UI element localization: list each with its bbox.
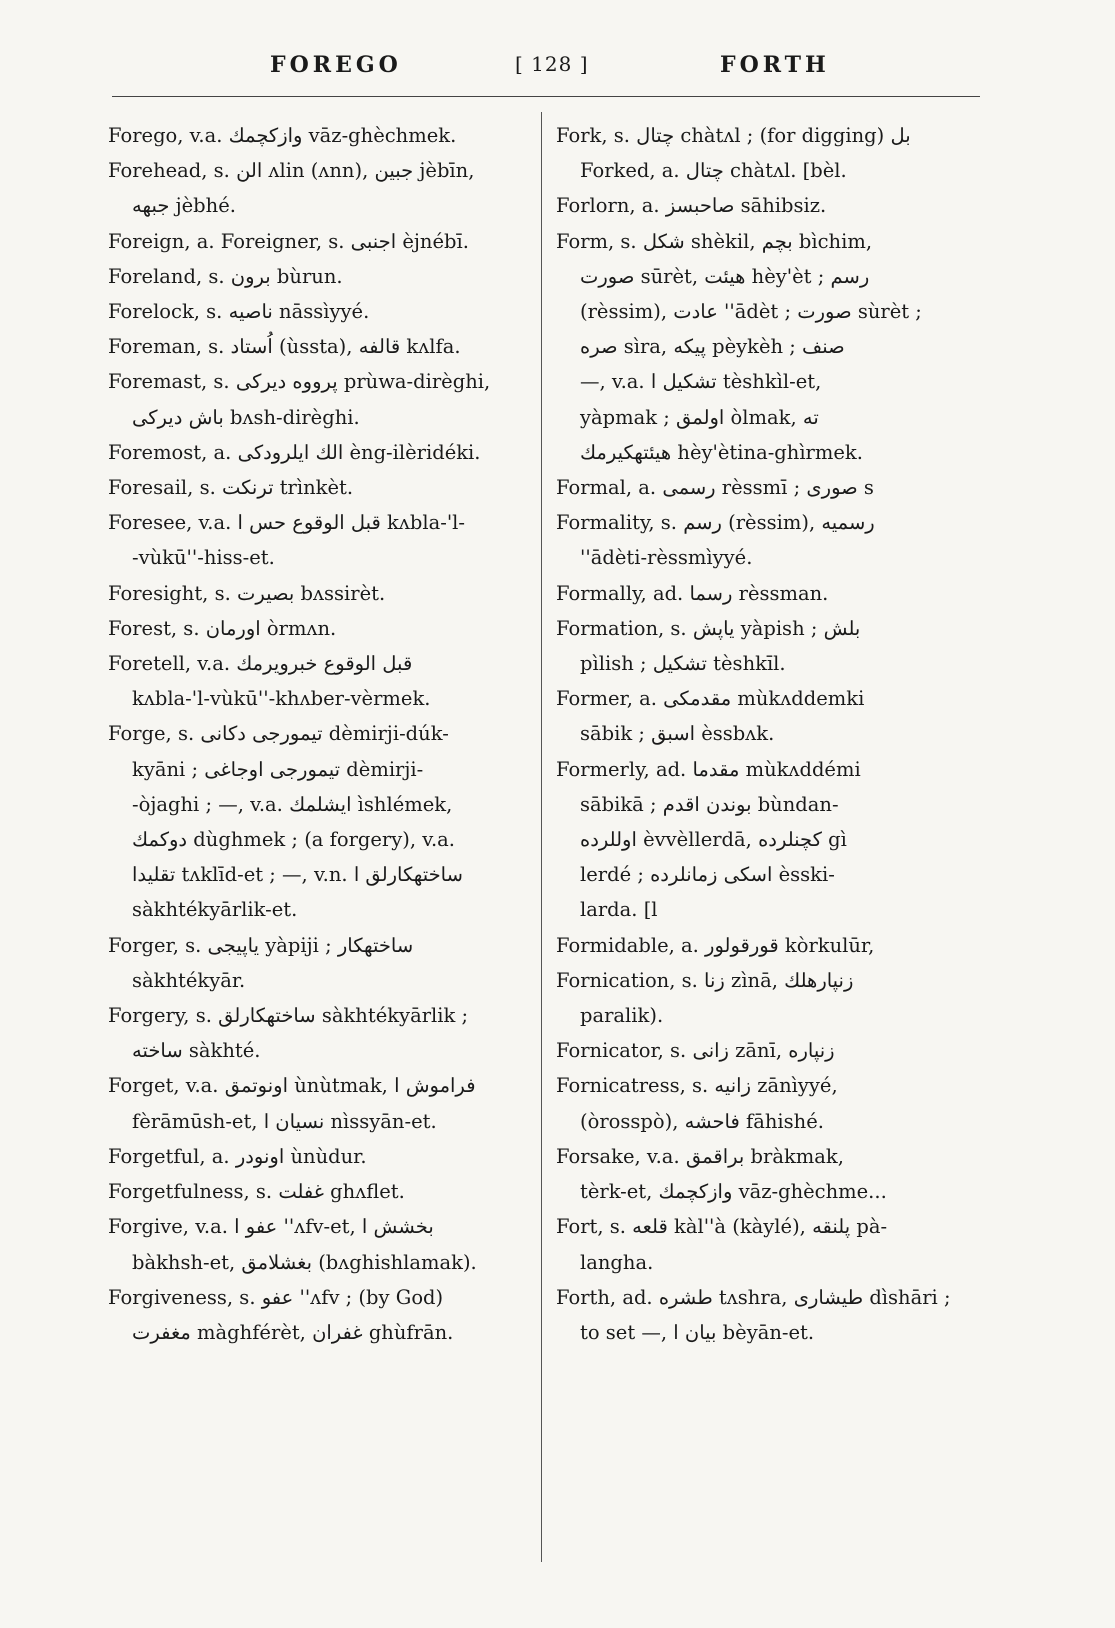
- entry-headline: Forgetful, a. اونودر ùnùdur.: [108, 1144, 367, 1168]
- entry-headline: Foreman, s. اُستاد (ùssta), قالفه kʌlfa.: [108, 335, 461, 359]
- dictionary-entry: [556, 118, 976, 188]
- entry-headline: Former, a. مقدمكی mùkʌddemki: [556, 687, 865, 711]
- entry-headline: Forgiveness, s. عفو ''ʌfv ; (by God): [108, 1285, 444, 1309]
- header-last-word: FORTH: [720, 52, 830, 78]
- entry-headline: Foreign, a. Foreigner, s. اجنبی èjnébī.: [108, 229, 469, 253]
- entry-headline: Fornicatress, s. زانيه zānìyyé,: [556, 1074, 838, 1098]
- entry-headline: Forgery, s. ساختهكارلق sàkhtékyārlik ;: [108, 1004, 469, 1028]
- entry-continuation: larda. [l: [580, 898, 658, 922]
- header-rule: [112, 96, 980, 97]
- dictionary-entry: [108, 646, 528, 716]
- dictionary-entry: [556, 752, 976, 928]
- entry-headline: Forger, s. ياپيجی yàpiji ; ساختهكار: [108, 933, 414, 957]
- entry-headline: Fork, s. چتال chàtʌl ; (for digging) بل: [556, 124, 911, 147]
- entry-continuation: sàkhtékyār.: [132, 968, 246, 992]
- entry-continuation: sābikā ; بوندن اقدم bùndan-: [580, 792, 839, 816]
- entry-headline: Forest, s. اورمان òrmʌn.: [108, 616, 337, 640]
- entry-continuation: -vùkū''-hiss-et.: [132, 546, 275, 570]
- entry-headline: Formerly, ad. مقدما mùkʌddémi: [556, 757, 861, 781]
- entry-continuation: جبهه jèbhé.: [132, 194, 236, 218]
- dictionary-entry: [556, 1068, 976, 1138]
- dictionary-entry: [108, 364, 528, 434]
- entry-continuation: تقليدا tʌklīd-et ; —, v.n. ساختهكارلق ا: [132, 863, 463, 887]
- entry-continuation: kʌbla-'l-vùkū''-khʌber-vèrmek.: [132, 687, 431, 711]
- entry-continuation: مغفرت màghférèt, غفران ghùfrān.: [132, 1320, 454, 1344]
- entry-continuation: fèrāmūsh-et, نسيان ا nìssyān-et.: [132, 1109, 437, 1133]
- entry-headline: Foresight, s. بصيرت bʌssirèt.: [108, 581, 386, 605]
- dictionary-entry: [108, 118, 528, 153]
- entry-headline: Forth, ad. طشره tʌshra, طيشاری dìshāri ;: [556, 1285, 951, 1309]
- dictionary-entry: [108, 928, 528, 998]
- entry-continuation: -òjaghi ; —, v.a. ايشلمك ìshlémek,: [132, 792, 453, 816]
- dictionary-entry: [108, 294, 528, 329]
- dictionary-entry: [108, 1280, 528, 1350]
- entry-continuation: langha.: [580, 1250, 654, 1274]
- dictionary-entry: [108, 224, 528, 259]
- dictionary-entry: [556, 963, 976, 1033]
- entry-continuation: tèrk-et, وازكچمك vāz-ghèchme...: [580, 1180, 887, 1204]
- entry-continuation: Forked, a. چتال chàtʌl. [bèl.: [580, 159, 847, 183]
- entry-headline: Foremast, s. پرووه ديركی prùwa-dirèghi,: [108, 370, 491, 394]
- dictionary-entry: [108, 435, 528, 470]
- entry-headline: Formality, s. رسم (rèssim), رسميه: [556, 511, 875, 535]
- entry-headline: Foreland, s. برون bùrun.: [108, 264, 343, 288]
- entry-continuation: صورت sūrèt, هيئت hèy'èt ; رسم: [580, 264, 870, 288]
- entry-headline: Formally, ad. رسما rèssman.: [556, 581, 829, 605]
- entry-headline: Formidable, a. قورقولور kòrkulūr,: [556, 933, 875, 957]
- entry-continuation: (òrosspò), فاحشه fāhishé.: [580, 1109, 824, 1133]
- page-number: [ 128 ]: [515, 52, 589, 76]
- dictionary-entry: [108, 329, 528, 364]
- entry-headline: Foresee, v.a. قبل الوقوع حس ا kʌbla-'l-: [108, 511, 466, 535]
- dictionary-entry: [556, 1209, 976, 1279]
- dictionary-entry: [108, 153, 528, 223]
- dictionary-entry: [108, 998, 528, 1068]
- dictionary-entry: [556, 681, 976, 751]
- entry-headline: Fort, s. قلعه kàl''à (kàylé), پلنقه pà-: [556, 1215, 888, 1239]
- entry-continuation: bàkhsh-et, بغشلامق (bʌghishlamak).: [132, 1250, 477, 1274]
- entry-headline: Forsake, v.a. براقمق bràkmak,: [556, 1144, 844, 1168]
- entry-headline: Formation, s. ياپش yàpish ; بلش: [556, 616, 861, 640]
- dictionary-entry: [108, 1209, 528, 1279]
- entry-headline: Forgive, v.a. عفو ا ''ʌfv-et, بخشش ا: [108, 1215, 434, 1239]
- entry-continuation: اوللرده èvvèllerdā, كچنلرده gì: [580, 828, 847, 852]
- dictionary-entry: [108, 716, 528, 927]
- dictionary-entry: [556, 1139, 976, 1209]
- entry-headline: Forelock, s. ناصيه nāssìyyé.: [108, 300, 370, 324]
- dictionary-entry: [108, 1174, 528, 1209]
- dictionary-entry: [556, 470, 976, 505]
- entry-headline: Formal, a. رسمی rèssmī ; صوری s: [556, 476, 874, 500]
- entry-continuation: (rèssim), عادت ''ādèt ; صورت sùrèt ;: [580, 300, 922, 324]
- dictionary-entry: [556, 188, 976, 223]
- entry-continuation: باش ديركی bʌsh-dirèghi.: [132, 405, 360, 429]
- entry-headline: Form, s. شكل shèkil, بچم bìchim,: [556, 229, 873, 253]
- dictionary-entry: [108, 470, 528, 505]
- right-column: [556, 118, 976, 1350]
- dictionary-entry: [108, 259, 528, 294]
- entry-continuation: to set —, بيان ا bèyān-et.: [580, 1320, 815, 1344]
- entry-continuation: yàpmak ; اولمق òlmak, ته: [580, 405, 819, 429]
- entry-continuation: pìlish ; تشكيل tèshkīl.: [580, 652, 786, 676]
- dictionary-entry: [108, 611, 528, 646]
- entry-continuation: دوكمك dùghmek ; (a forgery), v.a.: [132, 828, 455, 852]
- entry-headline: Forehead, s. الن ʌlin (ʌnn), جبين jèbīn,: [108, 159, 475, 183]
- entry-continuation: sābik ; اسبق èssbʌk.: [580, 722, 775, 746]
- dictionary-entry: [556, 928, 976, 963]
- dictionary-entry: [556, 1280, 976, 1350]
- dictionary-entry: [556, 1033, 976, 1068]
- entry-continuation: —, v.a. تشكيل ا tèshkìl-et,: [580, 370, 822, 394]
- entry-headline: Foretell, v.a. قبل الوقوع خبرويرمك: [108, 652, 413, 676]
- entry-continuation: paralik).: [580, 1004, 664, 1028]
- dictionary-entry: [556, 576, 976, 611]
- column-divider: [541, 112, 542, 1562]
- dictionary-entry: [556, 505, 976, 575]
- entry-continuation: sàkhtékyārlik-et.: [132, 898, 298, 922]
- entry-headline: Forge, s. تيمورجی دكانی dèmirji-dúk-: [108, 722, 449, 746]
- entry-headline: Foremost, a. الك ايلرودكی èng-ilèridéki.: [108, 440, 481, 464]
- entry-headline: Fornicator, s. زانی zānī, زنپاره: [556, 1039, 835, 1063]
- dictionary-entry: [108, 576, 528, 611]
- entry-headline: Forgetfulness, s. غفلت ghʌflet.: [108, 1180, 405, 1204]
- entry-headline: Forget, v.a. اونوتمق ùnùtmak, فراموش ا: [108, 1074, 476, 1098]
- entry-continuation: kyāni ; تيمورجی اوجاغی dèmirji-: [132, 757, 424, 781]
- dictionary-entry: [108, 1139, 528, 1174]
- dictionary-entry: [556, 611, 976, 681]
- entry-continuation: هيئتهكيرمك hèy'ètina-ghìrmek.: [580, 440, 863, 464]
- entry-headline: Fornication, s. زنا zìnā, زنپارهلك: [556, 968, 854, 992]
- dictionary-entry: [108, 505, 528, 575]
- entry-continuation: lerdé ; اسكی زمانلرده èsski-: [580, 863, 835, 887]
- entry-continuation: ''ādèti-rèssmìyyé.: [580, 546, 753, 570]
- entry-headline: Forlorn, a. صاحبسز sāhibsiz.: [556, 194, 827, 218]
- running-header: [0, 52, 1115, 92]
- entry-headline: Forego, v.a. وازکچمك vāz-ghèchmek.: [108, 124, 457, 147]
- dictionary-entry: [108, 1068, 528, 1138]
- entry-headline: Foresail, s. ترنكت trìnkèt.: [108, 476, 354, 500]
- left-column: [108, 118, 528, 1350]
- dictionary-entry: [556, 224, 976, 470]
- header-first-word: FOREGO: [270, 52, 402, 78]
- entry-continuation: صره sìra, پيكه pèykèh ; صنف: [580, 335, 845, 359]
- entry-continuation: ساخته sàkhté.: [132, 1039, 261, 1063]
